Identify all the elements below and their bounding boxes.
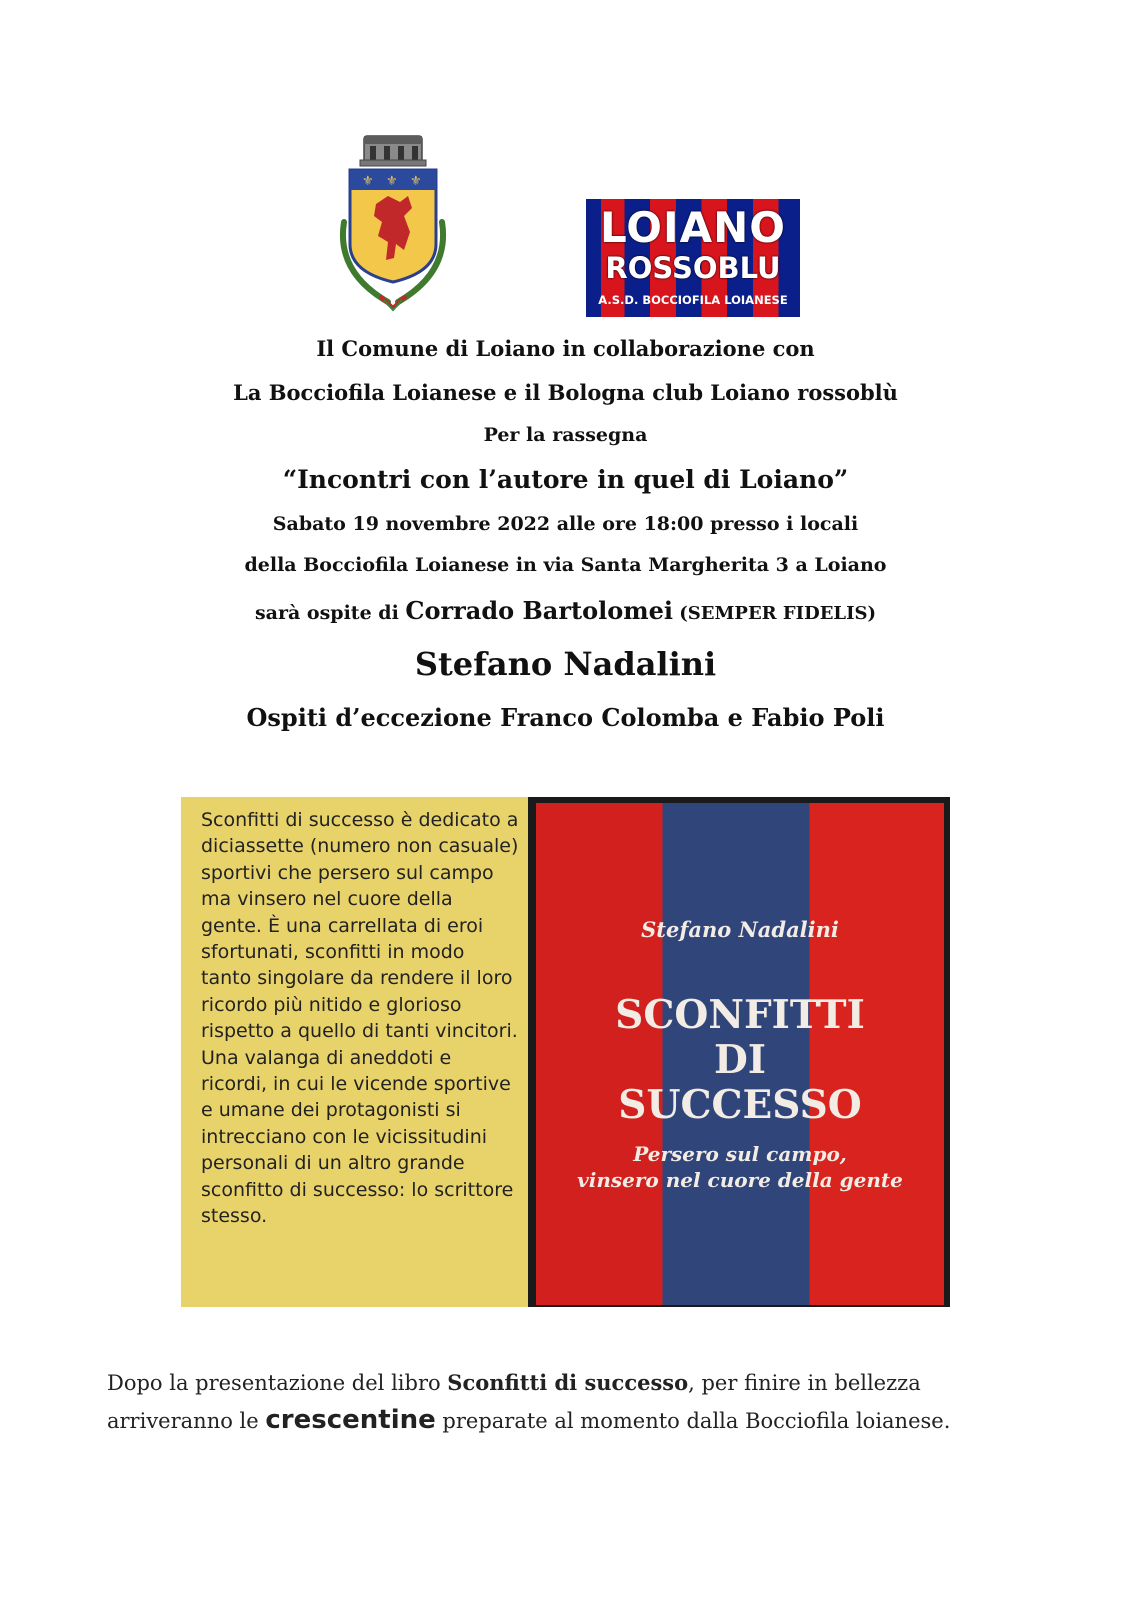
book-cover-author: Stefano Nadalini [641, 917, 839, 942]
loiano-rossoblu-logo [586, 199, 800, 317]
event-date-time: Sabato 19 novembre 2022 alle ore 18:00 presso i locali [272, 513, 859, 535]
svg-text:⚜: ⚜ [386, 174, 398, 189]
special-guests: Ospiti d’eccezione Franco Colomba e Fabio Poli [246, 703, 885, 732]
book-cover-title [536, 993, 944, 1128]
book-cover-face [536, 803, 944, 1305]
footer-text-2: , per finire in bellezza arriveranno le [107, 1371, 921, 1433]
crown-icon [360, 136, 426, 166]
footer-text-1: Dopo la presentazione del libro [107, 1371, 448, 1395]
author-name: Stefano Nadalini [414, 645, 717, 683]
footer-food: crescentine [265, 1405, 436, 1435]
svg-text:⚜: ⚜ [410, 174, 422, 189]
announcement-line3: Per la rassegna [483, 424, 648, 446]
announcement-line1: Il Comune di Loiano in collaborazione con [316, 336, 815, 361]
shield-icon [350, 170, 436, 282]
event-host-line [0, 596, 1131, 625]
book-title-line1: SCONFITTI [615, 992, 865, 1038]
event-series-title: “Incontri con l’autore in quel di Loiano” [282, 465, 849, 494]
host-name: Corrado Bartolomei [405, 596, 673, 625]
book-subtitle-line1: Persero sul campo, [633, 1142, 847, 1166]
loiano-coat-of-arms [328, 132, 458, 314]
host-prefix: sarà ospite di [254, 602, 406, 624]
book-title-line3: SUCCESSO [618, 1082, 862, 1128]
book-title-line2: DI [713, 1037, 767, 1083]
club-logo-line3: A.S.D. BOCCIOFILA LOIANESE [598, 293, 788, 307]
book-subtitle-line2: vinsero nel cuore della gente [577, 1168, 903, 1192]
book-description-box [181, 797, 528, 1307]
book-cover-subtitle [536, 1141, 944, 1193]
club-logo-line2: ROSSOBLU [605, 251, 781, 285]
svg-text:⚜: ⚜ [362, 174, 374, 189]
club-logo-line1: LOIANO [600, 203, 786, 252]
footer-book-name: Sconfitti di successo [447, 1370, 689, 1395]
footer-text-3: preparate al momento dalla Bocciofila loianese. [435, 1409, 951, 1433]
event-location: della Bocciofila Loianese in via Santa Margherita 3 a Loiano [244, 554, 887, 576]
host-suffix: (SEMPER FIDELIS) [672, 603, 877, 624]
book-cover [528, 797, 950, 1307]
footer-paragraph [107, 1364, 1047, 1440]
book-description: Sconfitti di successo è dedicato a diciassette (numero non casuale) sportivi che persero sul campo ma vinsero nel cuore della gente. È una carrellata di eroi sfortunati, sconfitti in modo tanto singolare da rendere il loro ricordo più nitido e glorioso rispetto a quello di tanti vincitori. Una valanga di aneddoti e ricordi, in cui le vicende sportive e umane dei protagonisti si intrecciano con le vicissitudini personali di un altro grande sconfitto di successo: lo scrittore stesso. [201, 809, 519, 1228]
announcement-line2: La Bocciofila Loianese e il Bologna club Loiano rossoblù [233, 380, 898, 405]
